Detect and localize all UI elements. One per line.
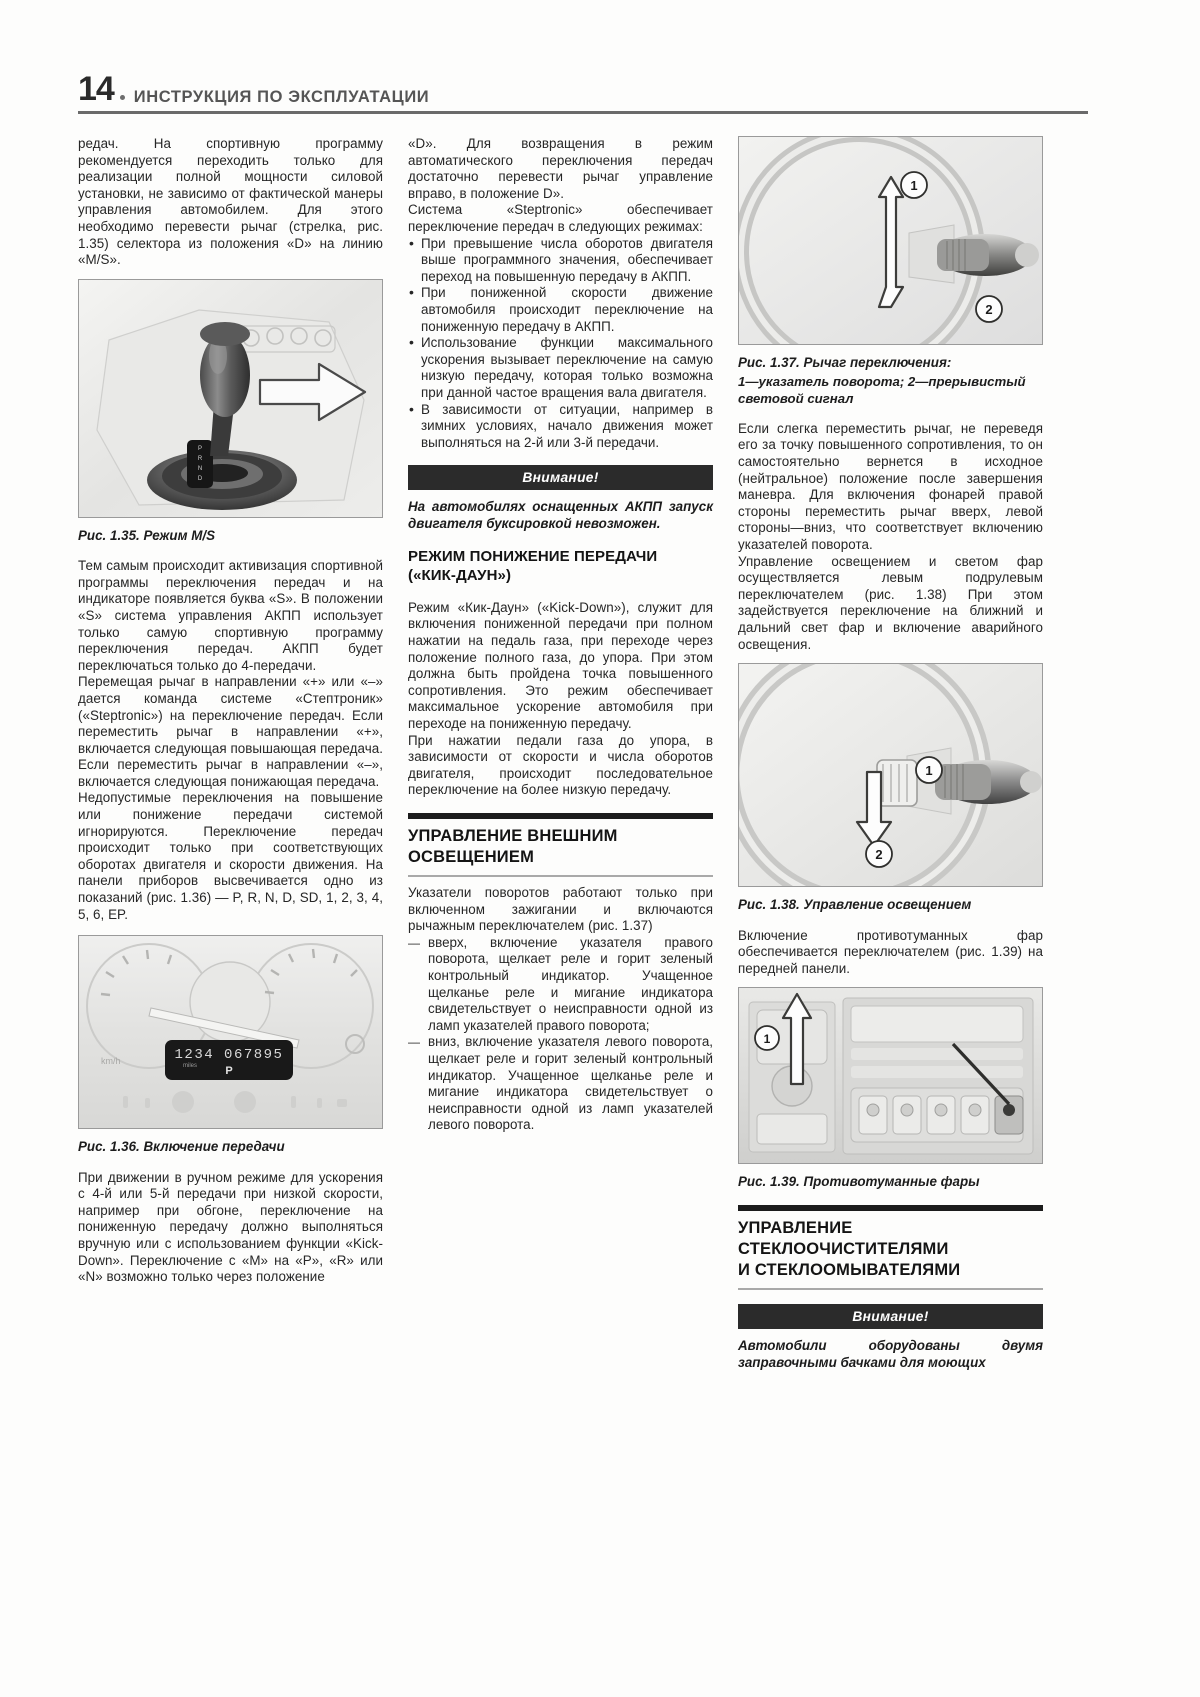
column-right bbox=[738, 136, 1043, 1371]
figure-137-label-2: 2 bbox=[985, 302, 993, 317]
attention-text: На автомобилях оснащенных АКПП запуск двигателя буксировкой невозможен. bbox=[408, 499, 713, 532]
heading-wipers-washers bbox=[738, 1218, 1043, 1281]
figure-139-label-1: 1 bbox=[763, 1032, 771, 1047]
heading-wipers-line1: УПРАВЛЕНИЕ bbox=[738, 1218, 853, 1237]
odometer-value: 1234 067895 bbox=[174, 1047, 284, 1064]
paragraph: Управление освещением и светом фар осуществляется левым подрулевым переключателем (рис. 1.38) При этом задействуется переключение на ближний и дальний свет фар и включение аварийного освещения. bbox=[738, 553, 1043, 652]
list-item: • В зависимости от ситуации, например в зимних условиях, начало движения может выполняться на 2-й или 3-й передачи. bbox=[408, 402, 713, 452]
paragraph: Недопустимые переключения на повышение или понижение передачи системой игнорируются. Переключение передач происходит только при соответствующих оборотах двигателя и скорости движения. На панели приборов высвечивается одно из показаний (рис. 1.36) — P, R, N, D, SD, 1, 2, 3, 4, 5, 6, EP. bbox=[78, 790, 383, 922]
svg-text:R: R bbox=[197, 455, 203, 462]
figure-138-caption: Рис. 1.38. Управление освещением bbox=[738, 897, 972, 913]
header-divider bbox=[78, 111, 1088, 114]
odometer-unit: miles bbox=[183, 1063, 198, 1070]
attention-label: Внимание! bbox=[522, 470, 599, 486]
heading-lighting-line1: УПРАВЛЕНИЕ ВНЕШНИМ bbox=[408, 827, 618, 845]
paragraph: «D». Для возвращения в режим автоматического переключения передач достаточно перевести рычаг управление вправо, в положение D». bbox=[408, 136, 713, 201]
header-bullet-dot bbox=[120, 95, 125, 100]
list-item: • Использование функции максимального ускорения вызывает переключение на самую низкую передачу, которая только возможна при данной частое вращения вала двигателя. bbox=[408, 335, 713, 401]
list-item: • При пониженной скорости движение автомобиля происходит переключение на пониженную передачу в АКПП. bbox=[408, 285, 713, 335]
svg-text:N: N bbox=[197, 465, 203, 472]
paragraph: Если слегка переместить рычаг, не переведя его за точку повышенного сопротивления, то он самостоятельно вернется в исходное (нейтральное) положение после завершения маневра. Для включения фонарей правой стороны переместить рычаг вверх, левой стороны—вниз, что соответствует включению указателей поворота. bbox=[738, 420, 1043, 552]
svg-text:P: P bbox=[197, 445, 203, 452]
section-lighting bbox=[408, 813, 713, 877]
paragraph: Режим «Кик-Даун» («Kick-Down»), служит для включения пониженной передачи при полном нажатии на педаль газа, при переходе через положение полного газа, до упора. При этом должна быть пройдена точка повышенного сопротивления. Это режим обеспечивает максимальное ускорение автомобиля при переходе на пониженную передачу. bbox=[408, 599, 713, 732]
section-wipers bbox=[738, 1205, 1043, 1290]
figure-137-label-1: 1 bbox=[910, 178, 918, 193]
page-header bbox=[78, 70, 1088, 122]
paragraph: Тем самым происходит активизация спортивной программы переключения передач и на индикаторе появляется буква «S». В положении «S» система управления АКПП использует только самую спортивную программу переключения передач. АКПП будет переключаться только до 4-передачи. bbox=[78, 558, 383, 673]
three-column-layout bbox=[78, 136, 1088, 1371]
paragraph: При движении в ручном режиме для ускорения с 4-й или 5-й передачи при низкой скорости, например при обгоне, переключение на пониженную передачу должно выполняться вручную или с использованием функции «Kick-Down». Переключение с «M» на «P», «R» или «N» возможно только через положение bbox=[78, 1169, 383, 1285]
figure-139-image bbox=[738, 987, 1043, 1164]
manual-page bbox=[78, 70, 1088, 1630]
heading-kickdown-line1: РЕЖИМ ПОНИЖЕНИЕ ПЕРЕДАЧИ bbox=[408, 547, 658, 565]
attention-label: Внимание! bbox=[852, 1308, 929, 1324]
figure-137-image bbox=[738, 136, 1043, 345]
list-item: • При превышение числа оборотов двигателя выше программного значения, обеспечивает переход на повышенную передачу в АКПП. bbox=[408, 236, 713, 286]
paragraph: Включение противотуманных фар обеспечивается переключателем (рис. 1.39) на передней панели. bbox=[738, 927, 1043, 976]
attention-bar bbox=[408, 465, 713, 490]
figure-139-caption: Рис. 1.39. Противотуманные фары bbox=[738, 1174, 980, 1190]
column-middle bbox=[408, 136, 713, 1371]
attention-text: Автомобили оборудованы двумя заправочными бачками для моющих bbox=[738, 1337, 1043, 1370]
list-item: — вниз, включение указателя левого поворота, щелкает реле и горит зеленый контрольный индикатор. Учащенное щелканье реле и мигание индикатора свидетельствует о неисправности одной из ламп указателей левого поворота. bbox=[408, 1034, 713, 1134]
attention-bar bbox=[738, 1304, 1043, 1329]
heading-wipers-line2: СТЕКЛООЧИСТИТЕЛЯМИ bbox=[738, 1239, 949, 1258]
paragraph: Перемещая рычаг в направлении «+» или «–» дается команда системе «Стептроник» («Steptronic») на переключение передач. Если переместить рычаг в направлении «+», включается следующая повышающая передача. Если переместить рычаг в направлении «–», включается следующая понижающая передача. bbox=[78, 674, 383, 789]
paragraph: Система «Steptronic» обеспечивает переключение передач в следующих режимах: bbox=[408, 202, 713, 234]
paragraph: При нажатии педали газа до упора, в зависимости от скорости и числа оборотов двигателя, происходит последовательное переключение на более низкую передачу. bbox=[408, 732, 713, 798]
figure-138-label-1: 1 bbox=[925, 763, 933, 779]
list-item: — вверх, включение указателя правого поворота, щелкает реле и горит зеленый контрольный индикатор. Учащенное щелканье реле и мигание индикатора свидетельствует о неисправности одной из ламп указателей правого поворота; bbox=[408, 935, 713, 1035]
attention-box-washer-tanks bbox=[738, 1304, 1043, 1372]
heading-kickdown-line2: («КИК-ДАУН») bbox=[408, 567, 512, 585]
speed-unit: km/h bbox=[101, 1056, 121, 1067]
paragraph: Указатели поворотов работают только при включенном зажигании и включаются рычажным переключателем (рис. 1.37) bbox=[408, 885, 713, 934]
gear-indicator: P bbox=[225, 1065, 233, 1078]
section-rule-top bbox=[408, 813, 713, 819]
figure-135-caption: Рис. 1.35. Режим M/S bbox=[78, 527, 215, 543]
figure-136-image bbox=[78, 935, 383, 1129]
heading-external-lighting bbox=[408, 826, 713, 868]
page-number: 14 bbox=[78, 70, 114, 108]
figure-137-legend: 1—указатель поворота; 2—прерывистый световой сигнал bbox=[738, 374, 1026, 406]
steptronic-modes-list bbox=[408, 236, 713, 452]
heading-wipers-line3: И СТЕКЛООМЫВАТЕЛЯМИ bbox=[738, 1260, 961, 1279]
turn-signal-list bbox=[408, 935, 713, 1134]
figure-135-image bbox=[78, 279, 383, 518]
section-rule-top bbox=[738, 1205, 1043, 1211]
heading-lighting-line2: ОСВЕЩЕНИЕМ bbox=[408, 848, 535, 866]
figure-137-caption: Рис. 1.37. Рычаг переключения: bbox=[738, 355, 952, 370]
figure-138-image bbox=[738, 663, 1043, 887]
figure-138-label-2: 2 bbox=[875, 847, 883, 863]
svg-text:D: D bbox=[197, 475, 203, 482]
page-title: ИНСТРУКЦИЯ ПО ЭКСПЛУАТАЦИИ bbox=[133, 88, 430, 106]
heading-kickdown bbox=[408, 547, 713, 586]
figure-136-caption: Рис. 1.36. Включение передачи bbox=[78, 1139, 285, 1155]
column-left bbox=[78, 136, 383, 1371]
attention-box-towing bbox=[408, 465, 713, 533]
paragraph: редач. На спортивную программу рекомендуется переходить только для реализации полной мощности силовой установки, не зависимо от фактической манеры управления автомобилем. Для этого необходимо перевести рычаг (стрелка, рис. 1.35) селектора из положения «D» на линию «M/S». bbox=[78, 136, 383, 268]
